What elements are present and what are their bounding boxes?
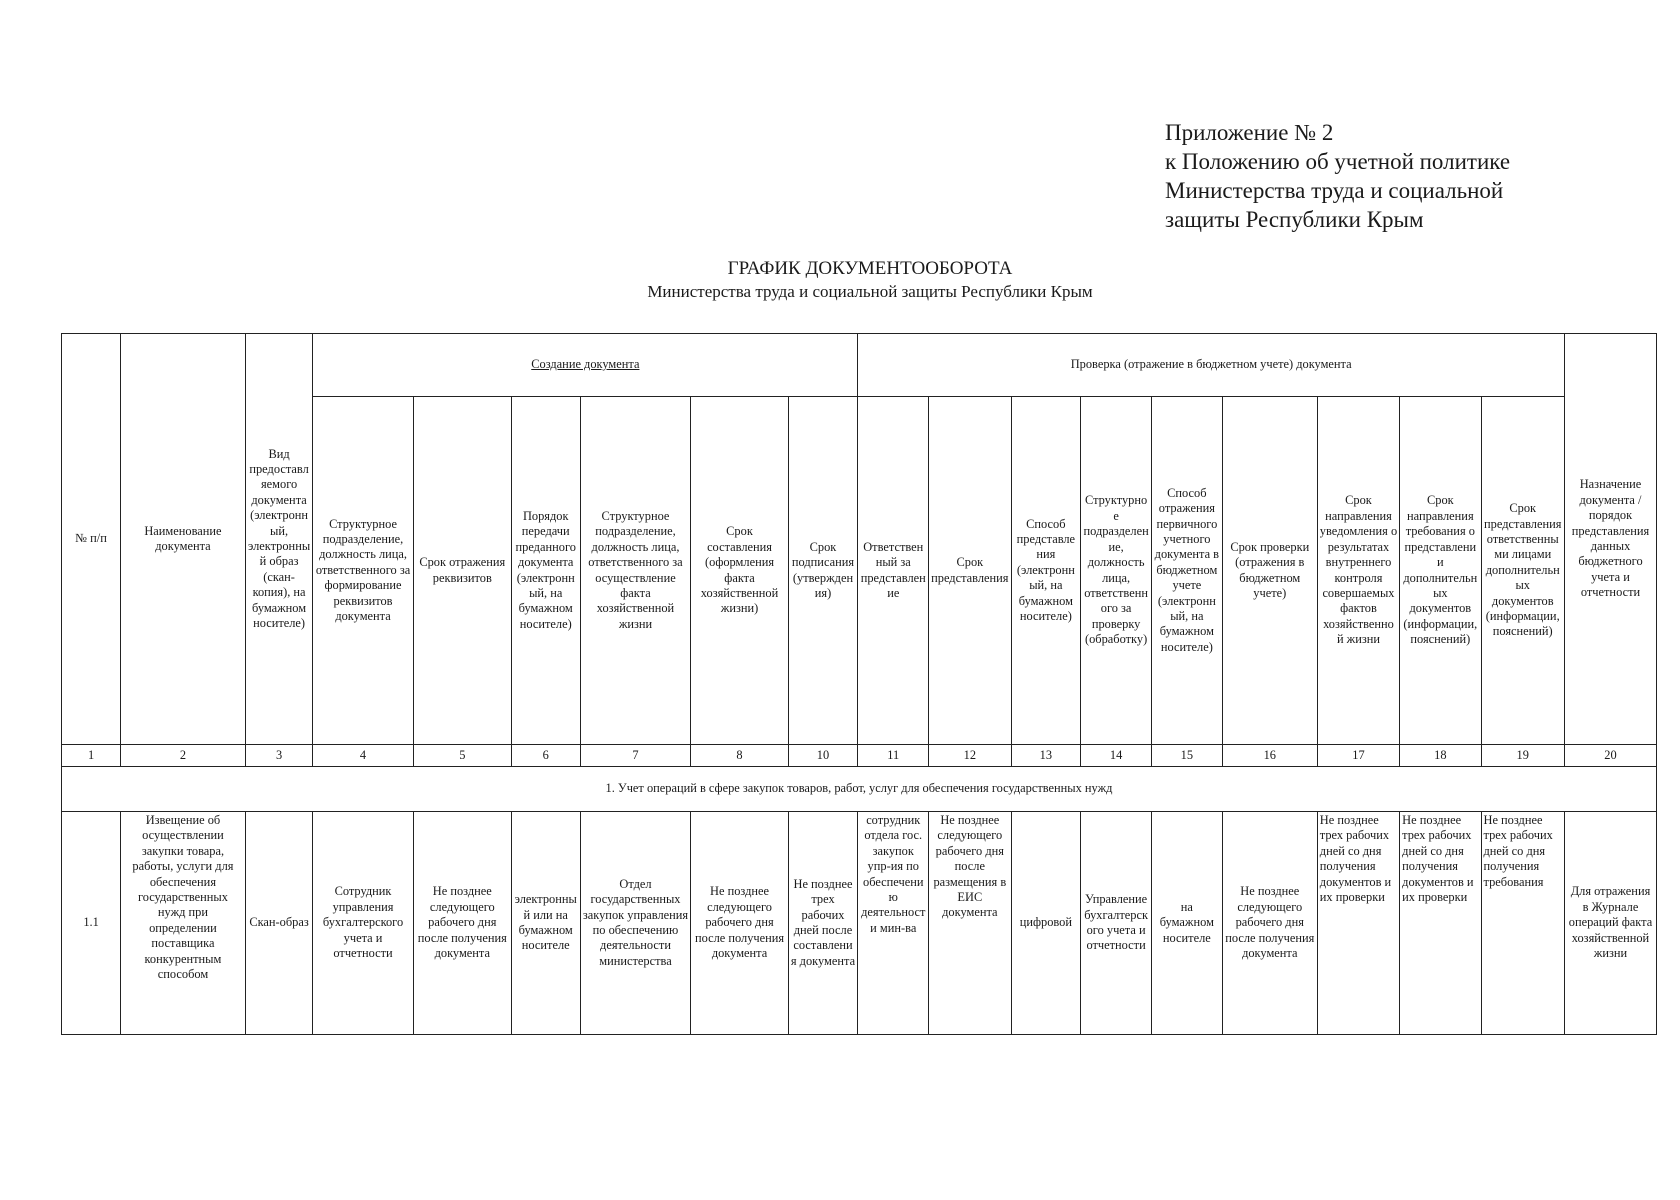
header-col-15: Способ отражения первичного учетного документа в бюджетном учете (электронный, на бумажном носителе) (1151, 397, 1222, 745)
header-col-13: Способ представления (электронный, на бумажном носителе) (1011, 397, 1081, 745)
header-col-16: Срок проверки (отражения в бюджетном учете) (1222, 397, 1317, 745)
appendix-line-2: к Положению об учетной политике (1165, 149, 1511, 174)
section-row (62, 767, 1657, 812)
requisites-deadline-cell: Не позднее следующего рабочего дня после получения документа (413, 812, 511, 1035)
section-title: 1. Учет операций в сфере закупок товаров, работ, услуг для обеспечения государственных нужд (62, 767, 1657, 812)
column-number: 3 (245, 745, 313, 767)
header-col-10: Срок подписания (утверждения) (788, 397, 858, 745)
header-col-14: Структурное подразделение, должность лица, ответственного за проверку (обработку) (1081, 397, 1152, 745)
column-number: 20 (1564, 745, 1656, 767)
header-col-19: Срок представления ответственными лицами дополнительных документов (информации, пояснений) (1481, 397, 1564, 745)
column-number: 17 (1317, 745, 1399, 767)
notify-deadline-cell: Не позднее трех рабочих дней со дня получения документов и их проверки (1317, 812, 1399, 1035)
column-number: 2 (121, 745, 246, 767)
header-col-18: Срок направления требования о представлении дополнительных документов (информации, пояснений) (1400, 397, 1481, 745)
header-col-8: Срок составления (оформления факта хозяйственной жизни) (691, 397, 788, 745)
document-subtitle: Министерства труда и социальной защиты Республики Крым (647, 282, 1093, 301)
column-number-row (62, 745, 1657, 767)
header-col-17: Срок направления уведомления о результатах внутреннего контроля совершаемых фактов хозяйственной жизни (1317, 397, 1399, 745)
column-number: 15 (1151, 745, 1222, 767)
column-number: 6 (511, 745, 580, 767)
document-name-cell: Извещение об осуществлении закупки товара, работы, услуги для обеспечения государственных нужд при определении поставщика конкурентным способом (121, 812, 246, 1035)
transfer-method-cell: электронный или на бумажном носителе (511, 812, 580, 1035)
header-col-12: Срок представления (929, 397, 1011, 745)
header-col-5: Срок отражения реквизитов (413, 397, 511, 745)
header-col-11: Ответственный за представление (858, 397, 929, 745)
appendix-line-3: Министерства труда и социальной (1165, 178, 1504, 203)
responsible-creator-cell: Сотрудник управления бухгалтерского учета и отчетности (313, 812, 413, 1035)
column-number: 7 (580, 745, 691, 767)
column-number: 5 (413, 745, 511, 767)
appendix-line-4: защиты Республики Крым (1165, 207, 1424, 232)
column-number: 10 (788, 745, 858, 767)
reflect-method-cell: на бумажном носителе (1151, 812, 1222, 1035)
sign-deadline-cell: Не позднее трех рабочих дней после составления документа (788, 812, 858, 1035)
document-title: ГРАФИК ДОКУМЕНТООБОРОТА (727, 258, 1013, 279)
column-number: 19 (1481, 745, 1564, 767)
fact-unit-cell: Отдел государственных закупок управления по обеспечению деятельности министерства (580, 812, 691, 1035)
table-row (62, 812, 1657, 1035)
column-number: 18 (1400, 745, 1481, 767)
provide-deadline-cell: Не позднее трех рабочих дней со дня получения требования (1481, 812, 1564, 1035)
header-col-6: Порядок передачи преданного документа (электронный, на бумажном носителе) (511, 397, 580, 745)
column-number: 11 (858, 745, 929, 767)
row-number: 1.1 (62, 812, 121, 1035)
column-number: 12 (929, 745, 1011, 767)
appendix-block (1165, 118, 1510, 234)
document-flow-table (61, 333, 1657, 1035)
header-group-check: Проверка (отражение в бюджетном учете) документа (858, 334, 1565, 397)
check-deadline-cell: Не позднее следующего рабочего дня после получения документа (1222, 812, 1317, 1035)
header-col-20: Назначение документа / порядок представления данных бюджетного учета и отчетности (1564, 334, 1656, 745)
column-number: 13 (1011, 745, 1081, 767)
check-unit-cell: Управление бухгалтерского учета и отчетности (1081, 812, 1152, 1035)
document-type-cell: Скан-образ (245, 812, 313, 1035)
appendix-line-1: Приложение № 2 (1165, 120, 1334, 145)
compile-deadline-cell: Не позднее следующего рабочего дня после получения документа (691, 812, 788, 1035)
header-group-creation: Создание документа (313, 334, 858, 397)
column-number: 8 (691, 745, 788, 767)
header-col-2: Наименование документа (121, 334, 246, 745)
header-col-7: Структурное подразделение, должность лица, ответственного за осуществление факта хозяйственной жизни (580, 397, 691, 745)
column-number: 4 (313, 745, 413, 767)
column-number: 14 (1081, 745, 1152, 767)
submitter-cell: сотрудник отдела гос. закупок упр-ия по обеспечению деятельности мин-ва (858, 812, 929, 1035)
header-col-1: № п/п (62, 334, 121, 745)
purpose-cell: Для отражения в Журнале операций факта хозяйственной жизни (1564, 812, 1656, 1035)
request-deadline-cell: Не позднее трех рабочих дней со дня получения документов и их проверки (1400, 812, 1481, 1035)
column-number: 1 (62, 745, 121, 767)
column-number: 16 (1222, 745, 1317, 767)
submit-deadline-cell: Не позднее следующего рабочего дня после размещения в ЕИС документа (929, 812, 1011, 1035)
submit-method-cell: цифровой (1011, 812, 1081, 1035)
header-col-4: Структурное подразделение, должность лица, ответственного за формирование реквизитов документа (313, 397, 413, 745)
header-col-3: Вид предоставляемого документа (электронный, электронный образ (скан-копия), на бумажном носителе) (245, 334, 313, 745)
